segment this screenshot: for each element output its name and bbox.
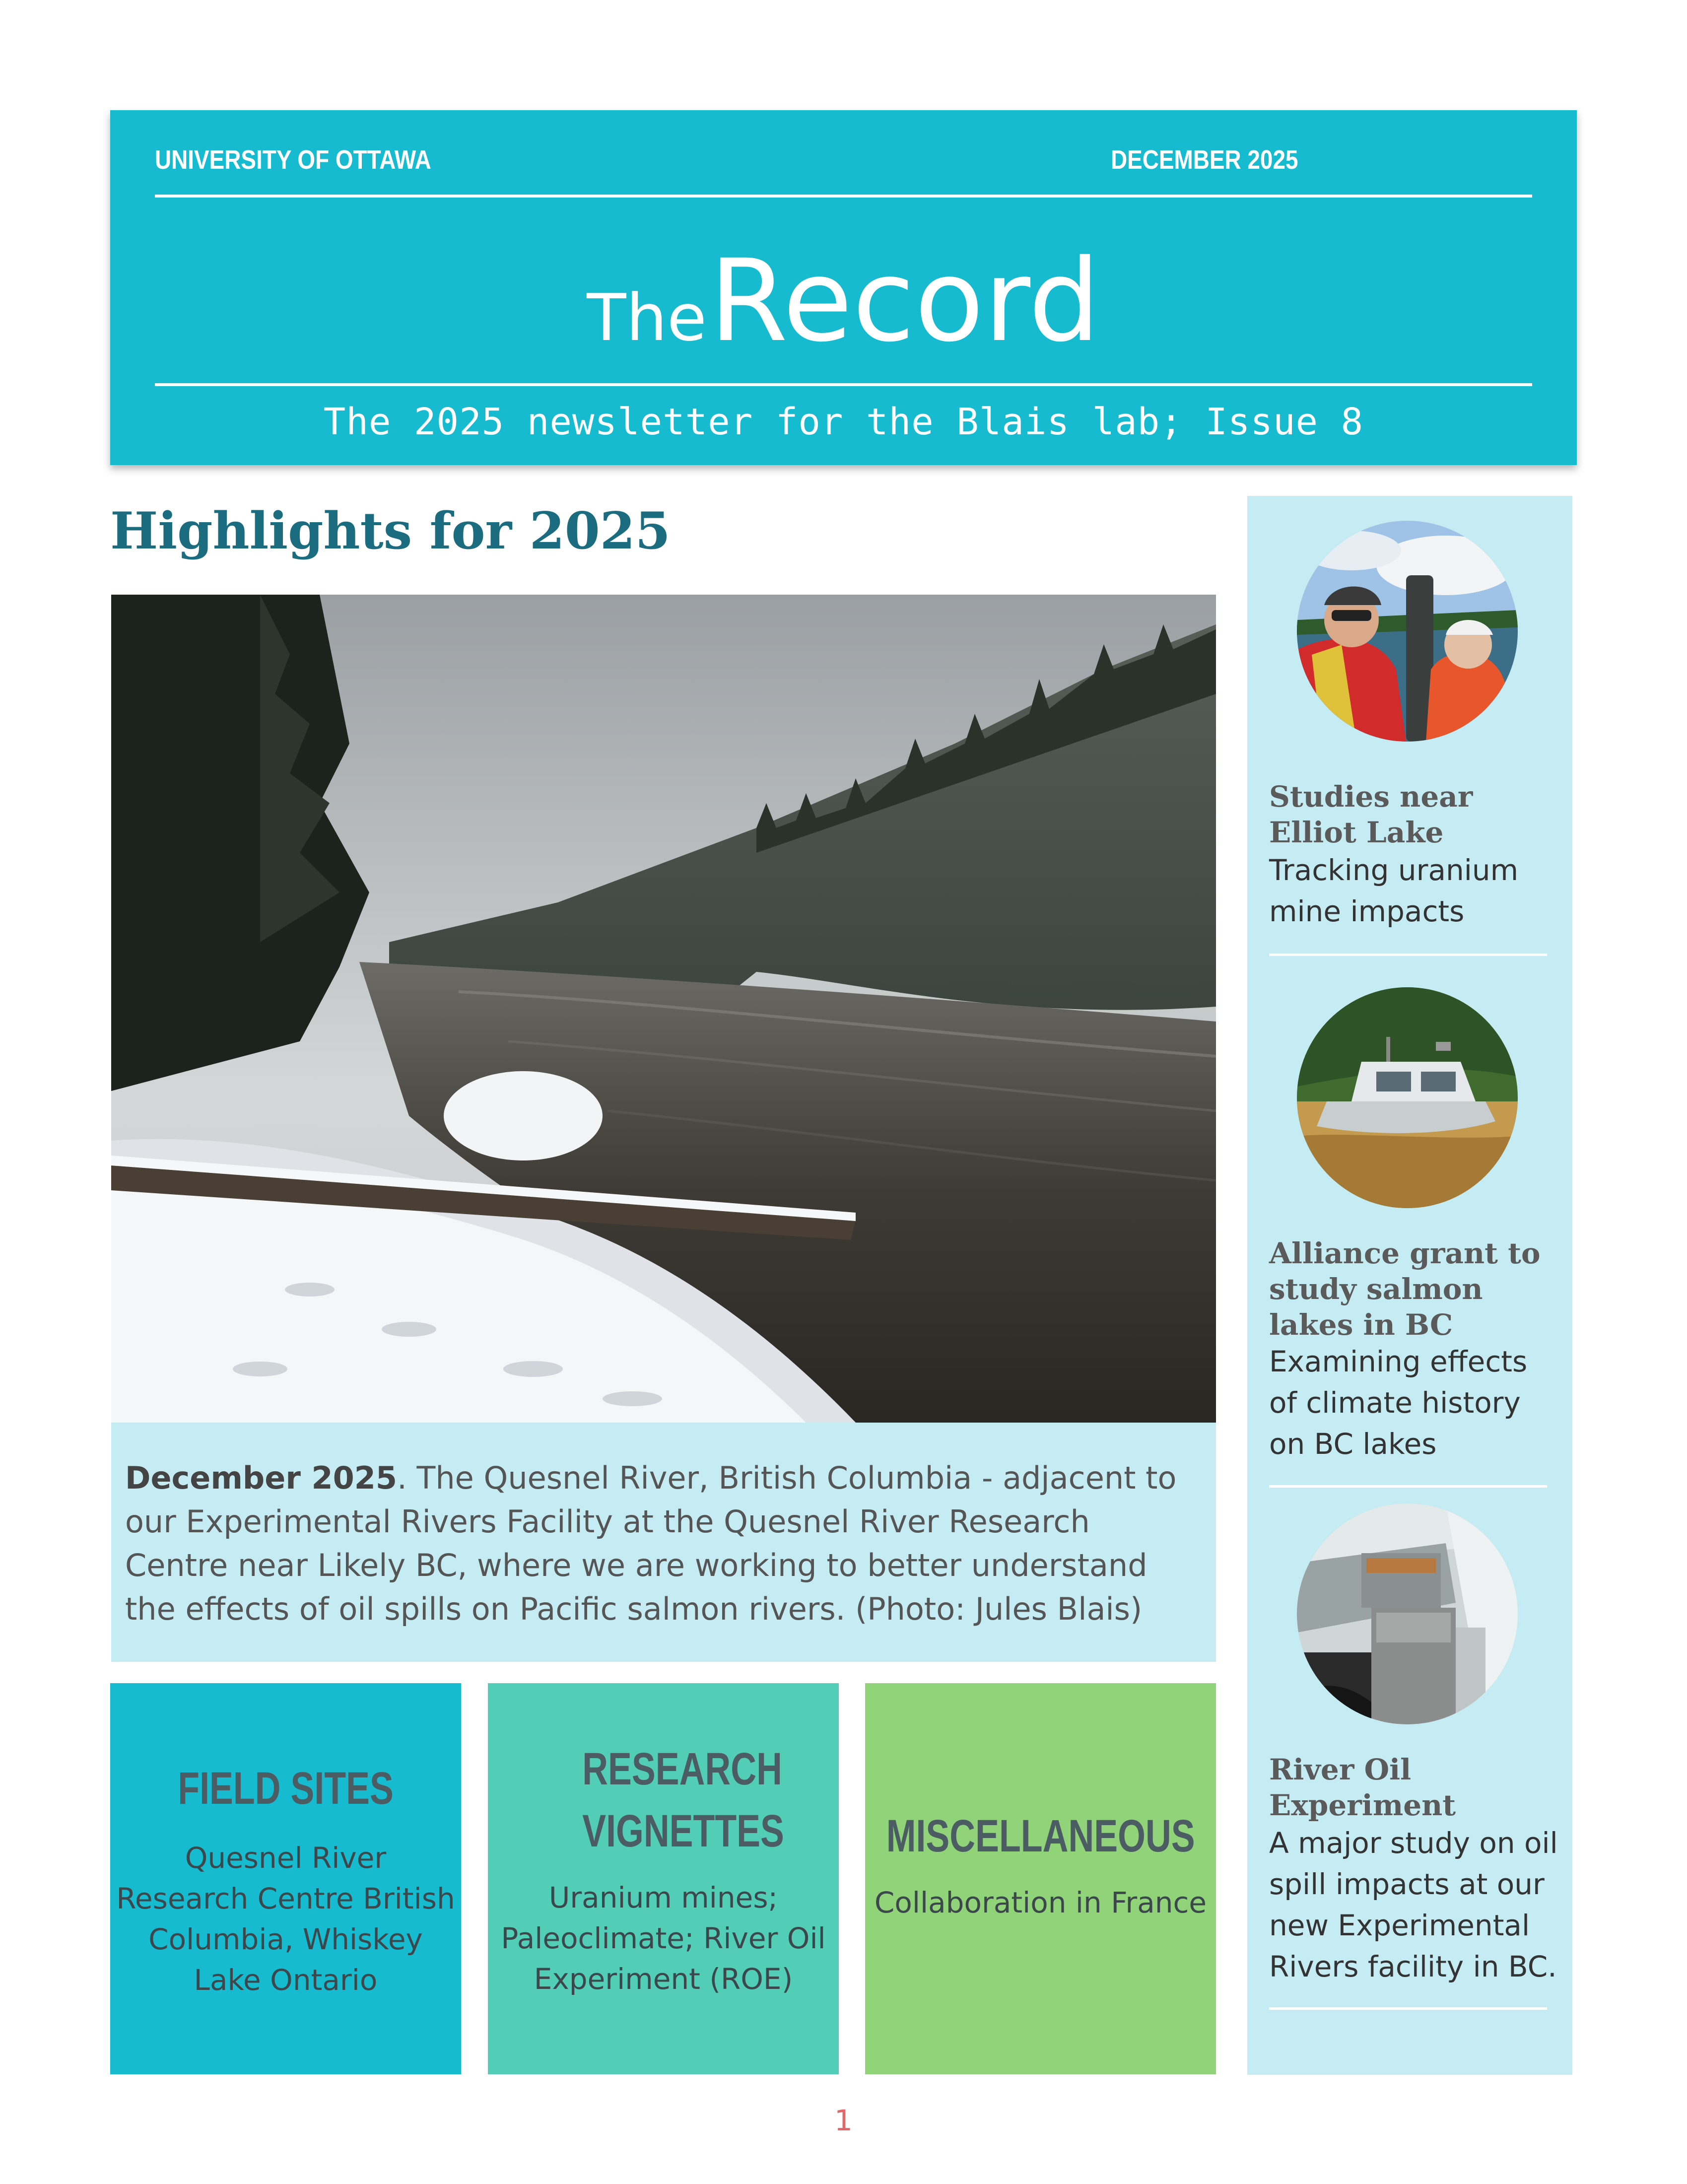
highlights-heading: Highlights for 2025 [110, 501, 671, 561]
sidebar-divider-3 [1269, 2007, 1547, 2010]
newsletter-title [110, 235, 1577, 367]
sidebar-item-1-text: Tracking uranium mine impacts [1269, 853, 1519, 928]
river-oil-experiment-photo [1297, 1503, 1518, 1724]
institution-label: UNIVERSITY OF OTTAWA [155, 145, 431, 175]
issue-date: DECEMBER 2025 [1110, 145, 1298, 175]
research-vignettes-title: RESEARCH VIGNETTES [582, 1744, 784, 1856]
sidebar-divider-2 [1269, 1485, 1547, 1488]
miscellaneous-title: MISCELLANEOUS [886, 1810, 1195, 1861]
masthead [110, 110, 1577, 465]
elliot-lake-photo [1297, 521, 1518, 742]
sidebar-item-3-title: River Oil Experiment [1269, 1753, 1456, 1822]
photo-caption [111, 1423, 1216, 1662]
boat-photo [1297, 987, 1518, 1208]
research-vignettes-box[interactable] [488, 1683, 839, 2074]
caption-text: . The Quesnel River, British Columbia - adjacent to our Experimental Rivers Facility at the Quesnel River Research Centre near Likely BC, where we are working to better understand the effects of oil spills on Pacific salmon rivers. (Photo: Jules Blais) [125, 1460, 1177, 1627]
miscellaneous-box[interactable] [865, 1683, 1216, 2074]
masthead-top-row [155, 140, 1526, 180]
title-record: Record [709, 235, 1100, 367]
field-sites-text: Quesnel River Research Centre British Columbia, Whiskey Lake Ontario [116, 1841, 455, 1997]
sidebar-item-2-title: Alliance grant to study salmon lakes in BC [1269, 1236, 1541, 1342]
sidebar-item-2-text: Examining effects of climate history on BC lakes [1269, 1345, 1528, 1461]
field-sites-box[interactable] [110, 1683, 461, 2074]
field-sites-title: FIELD SITES [178, 1763, 394, 1814]
title-the: The [587, 280, 707, 355]
newsletter-subtitle: The 2025 newsletter for the Blais lab; Issue 8 [323, 401, 1364, 443]
sidebar-divider-1 [1269, 954, 1547, 956]
research-vignettes-text: Uranium mines; Paleoclimate; River Oil Experiment (ROE) [501, 1881, 826, 1996]
sidebar-item-3-text: A major study on oil spill impacts at our new Experimental Rivers facility in BC. [1269, 1826, 1558, 1983]
page-number: 1 [834, 2104, 853, 2137]
sidebar-item-1-title: Studies near Elliot Lake [1269, 780, 1473, 849]
masthead-rule-top [155, 195, 1532, 198]
miscellaneous-text: Collaboration in France [874, 1885, 1207, 1919]
sidebar [1247, 496, 1572, 2075]
quesnel-river-photo [111, 595, 1216, 1423]
masthead-rule-bottom [155, 383, 1532, 386]
caption-date: December 2025 [125, 1460, 398, 1496]
